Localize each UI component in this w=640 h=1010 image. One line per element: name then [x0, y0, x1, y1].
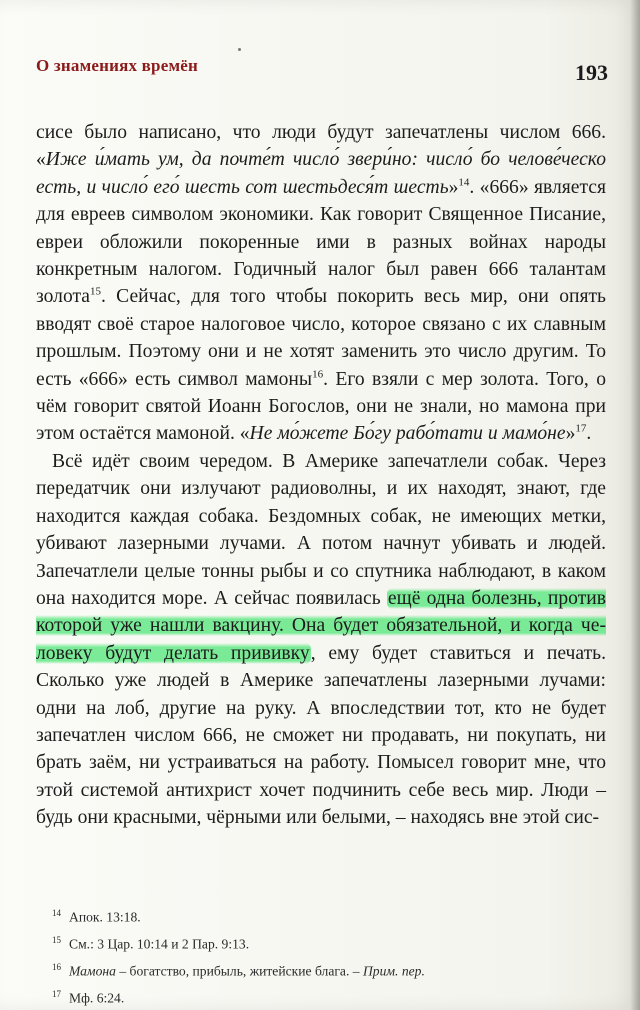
body-text	[36, 119, 606, 832]
footnote-ref-17[interactable]: 17	[575, 422, 587, 435]
footnote-16	[52, 956, 592, 983]
text-run: . Его взяли с мер золота. Того, о чём говорит святой Иоанн Богослов, они не знали, но мамона при этом остаётся мамоной. «	[36, 368, 606, 445]
footnote-number: 17	[52, 988, 61, 999]
footnote-ref-16[interactable]: 16	[312, 368, 324, 381]
footnote-translator-note: Прим. пер.	[362, 963, 425, 979]
text-run: . Сейчас, для того чтобы покорить весь мир, они опять вводят своё старое налоговое число, которое связано с их славным прошлым. Поэтому они и не хотят заменить это число другим. То есть «666» есть символ мамоны	[36, 286, 606, 390]
text-run: »	[448, 176, 459, 198]
paragraph-2	[36, 448, 606, 832]
scripture-quote-matthew: Не мо́жете Бо́гу рабо́тати и мамо́не	[249, 423, 566, 445]
footnote-17	[52, 983, 592, 1010]
text-run: Всё идёт своим чередом. В Америке запечатлели собак. Через передатчик они излучают радиоволны, и их находят, знают, где находится каждая собака. Бездомных собак, не имеющих метки, убивают лазерными лучами. А потом начнут убивать и людей. Запечатлели целые тонны рыбы и со спутника наблюдают, в каком она находится море. А сейчас появилась	[36, 450, 606, 609]
text-run: »	[565, 423, 576, 445]
footnote-text: – богатство, прибыль, житейские блага. –	[115, 963, 363, 979]
text-run: . «666» является для евреев символом экономики. Как говорит Священное Писание, евреи обложили покоренные ими в разных войнах народы конкретным налогом. Годичный налог был равен 666 талантам золота	[36, 176, 606, 308]
text-run: .	[586, 423, 592, 445]
footnote-number: 14	[52, 908, 61, 918]
footnote-ref-15[interactable]: 15	[89, 285, 101, 298]
footnote-15	[52, 929, 592, 956]
footnotes	[52, 902, 592, 1010]
footnote-number: 15	[52, 934, 61, 945]
running-header-title: О знамениях времён	[36, 56, 198, 75]
footnote-number: 16	[52, 961, 61, 972]
highlighted-passage: ещё одна болезнь, против которой уже нашли вакцину. Она будет обязательной, и когда человеку будут делать прививку	[36, 587, 607, 664]
scripture-quote-revelation: Иже и́мать ум, да почте́т число́ звери́но: число́ бо челове́ческо есть, и число́ его́ шесть сот шестьдеся́т шесть	[36, 149, 606, 198]
page-edge-shadow	[630, 0, 640, 1010]
footnote-ref-14[interactable]: 14	[458, 176, 470, 189]
footnote-text: Мф. 6:24.	[69, 990, 125, 1006]
paragraph-1	[36, 119, 606, 448]
text-run: сисе было написано, что люди будут запечатлены числом 666. «	[36, 122, 606, 171]
page-number: 193	[575, 60, 608, 85]
footnote-14	[52, 902, 592, 929]
footnote-term: Мамона	[69, 963, 116, 979]
paper-speck	[238, 48, 241, 51]
footnote-text: См.: 3 Цар. 10:14 и 2 Пар. 9:13.	[69, 936, 250, 952]
text-run: , ему будет ставиться и печать. Сколько уже людей в Америке запечатлены лазерными лучами: одни на лоб, другие на руку. А впоследствии тот, кто не будет запечатлен числом 666, не сможет ни продавать, ни покупать, ни брать заём, ни устраиваться на работу. Помысел говорит мне, что этой системой антихрист хочет подчинить себе весь мир. Люди – будь они красными, чёрными или белыми, – находясь вне этой сис-	[36, 642, 606, 829]
footnote-text: Апок. 13:18.	[69, 909, 141, 925]
